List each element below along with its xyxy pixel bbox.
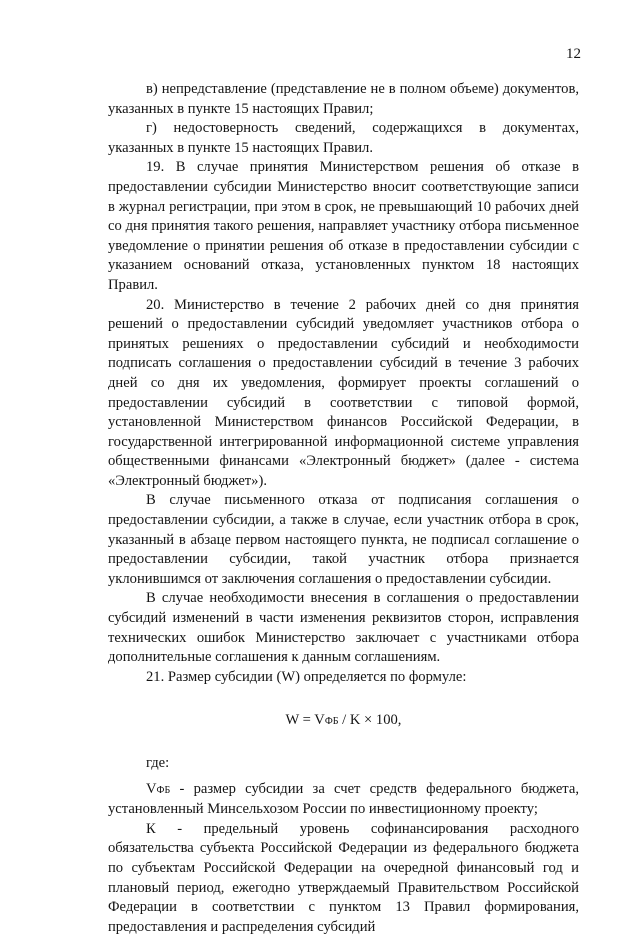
definition-k: К - предельный уровень софинансирования расходного обязательства субъекта Российской Федерации из федерального бюджета по субъектам Российской Федерации на очередной финансовый год и плановый период, ежегодно утверждаемый Правительством Российской Федерации в соответствии с пунктом 13 Правил формирования, предоставления и распределения субсидий [108,820,579,935]
definition-v-subscript: ФБ [156,784,171,796]
paragraph-21: 21. Размер субсидии (W) определяется по формуле: [146,668,467,685]
definition-v-symbol: V [146,780,157,797]
page-number: 12 [566,46,581,62]
formula-rhs: / K × 100, [338,712,402,729]
subsidy-formula [108,711,579,732]
definition-v-text: - размер субсидии за счет средств федерального бюджета, установленный Минсельхозом России по инвестиционному проекту; [108,780,579,818]
paragraph-20-amendments: В случае необходимости внесения в соглашения о предоставлении субсидий изменений в части изменения реквизитов сторон, исправления технических ошибок Министерство заключает с участниками отбора дополнительные соглашения к данным соглашениям. [108,590,579,666]
formula-lhs: W = V [285,712,325,729]
formula-subscript: ФБ [324,716,339,728]
paragraph-item-v: в) непредставление (представление не в полном объеме) документов, указанных в пункте 15 настоящих Правил; [108,81,579,117]
paragraph-20-refusal: В случае письменного отказа от подписания соглашения о предоставлении субсидии, а также в случае, если участник отбора в срок, указанный в абзаце первом настоящего пункта, не подписал соглашение о предоставлении субсидии, такой участник отбора признается уклонившимся от заключения соглашения о предоставлении субсидии. [108,492,579,587]
document-body [108,80,579,937]
paragraph-20: 20. Министерство в течение 2 рабочих дней со дня принятия решений о предоставлении субсидий уведомляет участников отбора о принятых решениях о предоставлении субсидий и необходимости подписать соглашения о предоставлении субсидий в течение 3 рабочих дней со дня их уведомления, формирует проекты соглашений о предоставлении субсидий в соответствии с типовой формой, установленной Министерством финансов Российской Федерации, в государственной интегрированной информационной системе управления общественными финансами «Электронный бюджет» (далее - система «Электронный бюджет»). [108,296,579,489]
paragraph-19: 19. В случае принятия Министерством решения об отказе в предоставлении субсидии Министерство вносит соответствующие записи в журнал регистрации, при этом в срок, не превышающий 10 рабочих дней со дня принятия такого решения, направляет участнику отбора письменное уведомление о принятии решения об отказе в предоставлении субсидии с указанием оснований отказа, установленных пунктом 18 настоящих Правил. [108,159,579,293]
paragraph-item-g: г) недостоверность сведений, содержащихся в документах, указанных в пункте 15 настоящих Правил. [108,120,579,156]
where-label: где: [146,755,170,771]
definition-v [108,780,579,820]
